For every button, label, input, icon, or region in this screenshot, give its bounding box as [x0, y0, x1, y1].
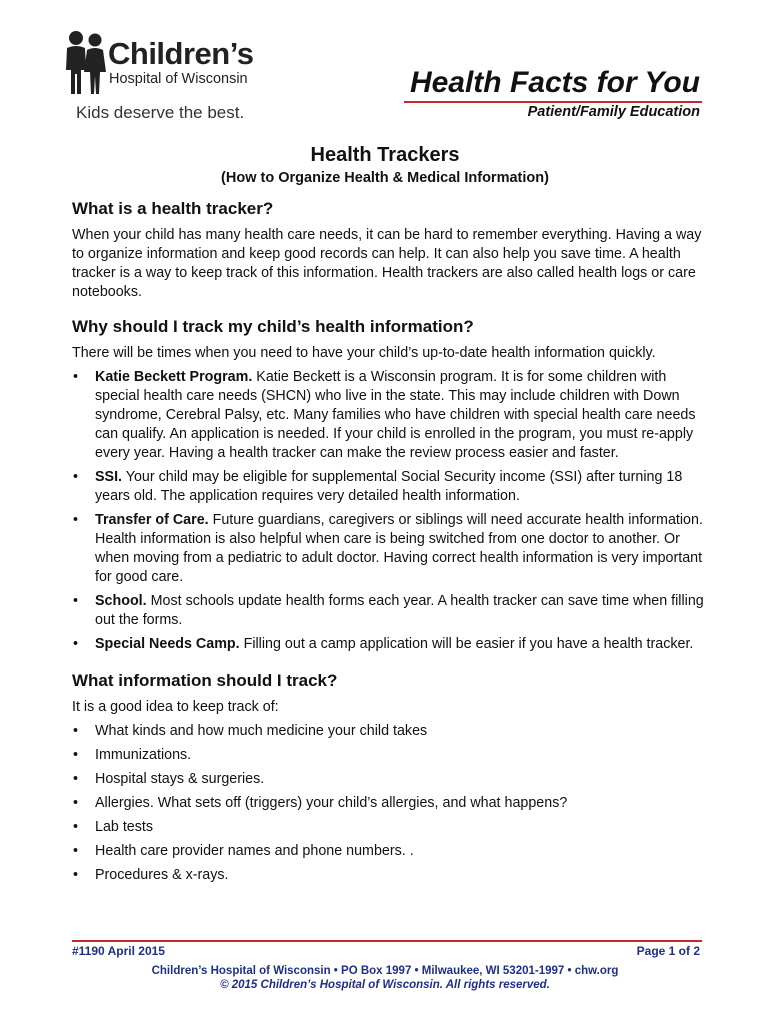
- header-divider: [404, 101, 702, 103]
- logo-subtitle: Hospital of Wisconsin: [109, 71, 248, 87]
- section-heading-what-is: What is a health tracker?: [72, 199, 274, 218]
- list-item-text: Filling out a camp application will be easier if you have a health tracker.: [239, 636, 694, 652]
- document-subtitle: (How to Organize Health & Medical Information): [221, 170, 549, 186]
- list-item-text: Future guardians, caregivers or siblings will need accurate health information. Health information is also helpful when care is being switched from one doctor to another. Or when moving from a pediatric to adult doctor. Having correct health information is very important for good care.: [95, 512, 703, 585]
- list-item: [72, 468, 708, 506]
- footer-copyright: © 2015 Children’s Hospital of Wisconsin. All rights reserved.: [220, 979, 550, 991]
- list-item-lead: Transfer of Care.: [95, 512, 209, 528]
- list-item: [72, 511, 708, 587]
- list-item: [72, 635, 708, 654]
- series-subtitle: Patient/Family Education: [527, 104, 700, 120]
- series-title: Health Facts for You: [409, 66, 700, 99]
- list-item: • Lab tests: [72, 818, 708, 837]
- section-intro-what-track: It is a good idea to keep track of:: [72, 699, 279, 715]
- list-item: • Immunizations.: [72, 746, 708, 765]
- list-item: • Allergies. What sets off (triggers) your child’s allergies, and what happens?: [72, 794, 708, 813]
- page-number: Page 1 of 2: [636, 944, 700, 958]
- list-item-text: Katie Beckett is a Wisconsin program. It is for some children with special health care needs (SHCN) who live in the state. This may include children with Down syndrome, Cerebral Palsy, etc. Many families who have children with special health care needs can qualify. An application is needed. If your child is enrolled in the program, you must re-apply every year. Having a health tracker can make the review process easier and faster.: [95, 369, 696, 461]
- list-item: [72, 592, 708, 630]
- list-item: • Procedures & x-rays.: [72, 866, 708, 885]
- section-heading-what-track: What information should I track?: [72, 671, 338, 690]
- section-body-what-is: When your child has many health care needs, it can be hard to remember everything. Having a way to organize information and keep good records can help. It can also help you save time. A health tracker is a way to keep track of this information. Health trackers are also called health logs or care notebooks.: [72, 227, 702, 300]
- list-item: • What kinds and how much medicine your child takes: [72, 722, 708, 741]
- footer-address: Children’s Hospital of Wisconsin • PO Box 1997 • Milwaukee, WI 53201-1997 • chw.org: [151, 965, 619, 977]
- logo-tagline: Kids deserve the best.: [76, 103, 245, 122]
- document-title: Health Trackers: [310, 144, 460, 166]
- list-item: • Health care provider names and phone numbers. .: [72, 842, 708, 861]
- children-silhouette-icon: [62, 30, 108, 96]
- list-item-text: Your child may be eligible for supplemental Social Security income (SSI) after turning 18 years old. The application requires very detailed health information.: [95, 469, 683, 504]
- section-intro-why-track: There will be times when you need to have your child’s up-to-date health information quickly.: [72, 345, 656, 361]
- section-heading-why-track: Why should I track my child’s health information?: [72, 317, 474, 336]
- footer-divider: [72, 940, 702, 942]
- list-item: • Hospital stays & surgeries.: [72, 770, 708, 789]
- document-body: [72, 198, 708, 885]
- tracking-items-list: [72, 722, 708, 885]
- logo-name: Children’s: [108, 36, 254, 71]
- list-item-lead: Special Needs Camp.: [95, 636, 240, 652]
- list-item-lead: School.: [95, 593, 147, 609]
- document-number: #1190 April 2015: [72, 944, 165, 958]
- list-item: [72, 368, 708, 463]
- list-item-text: Most schools update health forms each year. A health tracker can save time when filling out the forms.: [95, 593, 704, 628]
- list-item-lead: Katie Beckett Program.: [95, 369, 253, 385]
- list-item-lead: SSI.: [95, 469, 123, 485]
- reasons-list: [72, 368, 708, 654]
